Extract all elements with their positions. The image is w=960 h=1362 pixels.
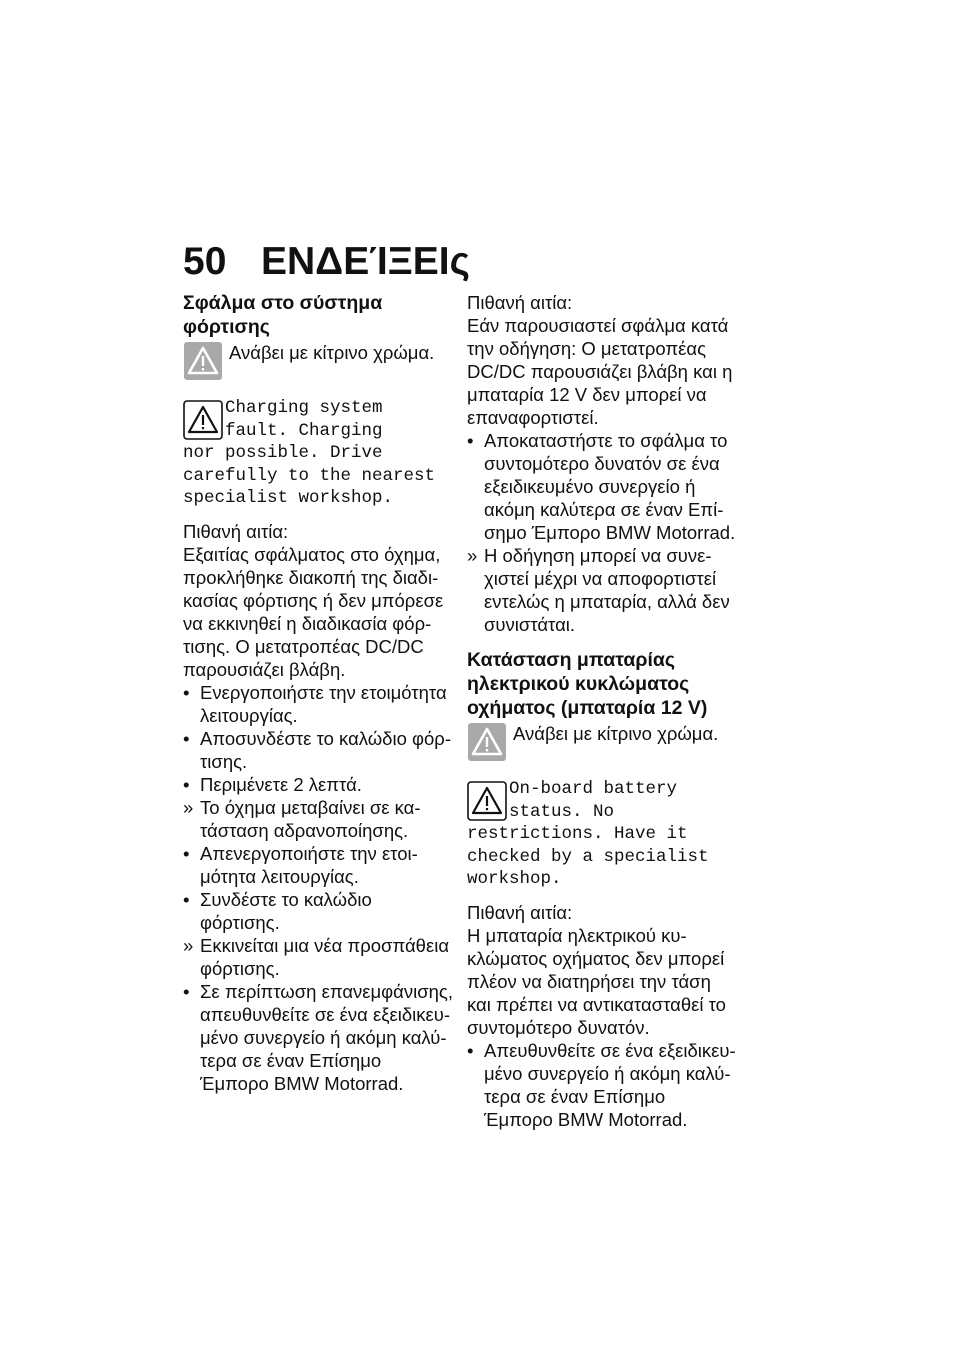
indicator-row: [183, 341, 453, 381]
display-message-line: nor possible. Drive: [183, 443, 383, 463]
cause-label: Πιθανή αιτία:: [467, 292, 573, 313]
list-item: • Απενεργοποιήστε την ετοι-μότητα λειτουργίας.: [183, 842, 453, 888]
display-message-head: [467, 778, 737, 823]
display-message-line: On-board battery: [509, 779, 678, 799]
cause-text: Η μπαταρία ηλεκτρικού κυ-κλώματος οχήματος δεν μπορεί πλέον να διατηρήσει την τάση και πρέπει να αντικατασταθεί το συντομότερο δυνατόν.: [467, 924, 726, 1038]
section-heading-charging-fault: Σφάλμα στο σύστημα φόρτισης: [183, 292, 383, 338]
list-item: • Αποκαταστήστε το σφάλμα το συντομότερο δυνατόν σε ένα εξειδικευμένο συνεργείο ή ακόμη καλύτερα σε έναν Επί-σημο Έμπορο BMW Motorrad.: [467, 429, 737, 544]
list-item: • Συνδέστε το καλώδιο φόρτισης.: [183, 888, 453, 934]
section-heading-battery-status: Κατάσταση μπαταρίας ηλεκτρικού κυκλώματος οχήματος (μπαταρία 12 V): [467, 649, 708, 719]
list-item: • Ενεργοποιήστε την ετοιμότητα λειτουργίας.: [183, 681, 453, 727]
display-message-line: workshop.: [467, 869, 562, 889]
warning-indicator-icon: [183, 341, 223, 381]
page-title: ΕΝΔΕΊΞΕΙς: [261, 240, 470, 283]
indicator-text: Ανάβει με κίτρινο χρώμα.: [229, 342, 435, 363]
warning-triangle-icon: [183, 400, 223, 440]
display-message-line: restrictions. Have it: [467, 824, 688, 844]
result-item: » Το όχημα μεταβαίνει σε κα-τάσταση αδρανοποίησης.: [183, 796, 453, 842]
display-message-line: checked by a specialist: [467, 846, 709, 867]
display-message-line: fault. Charging: [225, 420, 383, 441]
page-number: 50: [183, 240, 227, 283]
cause-text: Εξαιτίας σφάλματος στο όχημα, προκλήθηκε διακοπή της διαδι-κασίας φόρτισης ή δεν μπόρεσε να εκκινηθεί η διαδικασία φόρ-τισης. Ο μετατροπέας DC/DC παρουσιάζει βλάβη.: [183, 543, 444, 680]
list-item: • Περιμένετε 2 λεπτά.: [183, 773, 453, 796]
cause-label: Πιθανή αιτία:: [467, 901, 573, 923]
display-message: [183, 397, 453, 510]
indicator-text: Ανάβει με κίτρινο χρώμα.: [513, 723, 719, 744]
result-item: » Εκκινείται μια νέα προσπάθεια φόρτισης.: [183, 934, 453, 980]
warning-indicator-icon: [467, 722, 507, 762]
list-item: • Αποσυνδέστε το καλώδιο φόρ-τισης.: [183, 727, 453, 773]
list-item: • Σε περίπτωση επανεμφάνισης, απευθυνθείτε σε ένα εξειδικευ-μένο συνεργείο ή ακόμη καλύ-τερα σε έναν Επίσημο Έμπορο BMW Motorrad.: [183, 980, 453, 1095]
action-list: [183, 681, 453, 1095]
right-column: [467, 291, 737, 1131]
display-message-line: carefully to the nearest: [183, 465, 436, 486]
left-column: [183, 291, 453, 1095]
cause-label: Πιθανή αιτία:: [183, 520, 289, 542]
display-message: [467, 778, 737, 891]
display-message-head: [183, 397, 453, 442]
page-header: [183, 240, 470, 284]
display-message-line: specialist workshop.: [183, 488, 394, 508]
cause-text: Εάν παρουσιαστεί σφάλμα κατά την οδήγηση: Ο μετατροπέας DC/DC παρουσιάζει βλάβη και η μπαταρία 12 V δεν μπορεί να επαναφορτιστεί.: [467, 315, 733, 428]
list-item: • Απευθυνθείτε σε ένα εξειδικευ-μένο συνεργείο ή ακόμη καλύ-τερα σε έναν Επίσημο Έμπορο BMW Motorrad.: [467, 1039, 737, 1131]
display-message-line: Charging system: [225, 398, 383, 418]
display-message-line: status. No: [509, 801, 615, 822]
warning-triangle-icon: [467, 781, 507, 821]
action-list: [467, 1039, 737, 1131]
indicator-row: [467, 722, 737, 762]
result-item: » Η οδήγηση μπορεί να συνε-χιστεί μέχρι να αποφορτιστεί εντελώς η μπαταρία, αλλά δεν συνιστάται.: [467, 544, 737, 636]
action-list: [467, 429, 737, 636]
